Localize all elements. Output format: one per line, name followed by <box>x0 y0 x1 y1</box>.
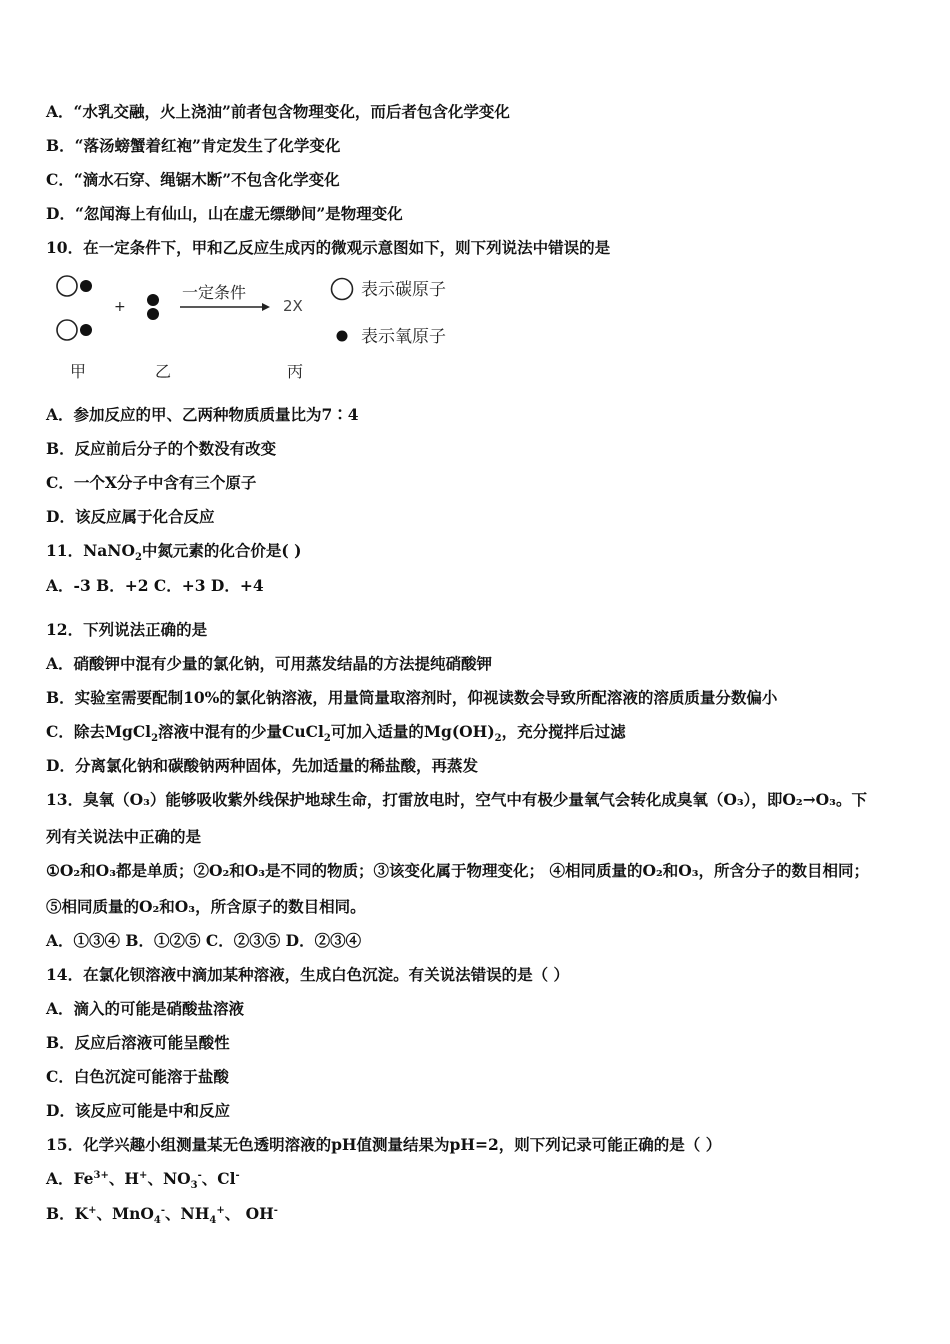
arrow-head-icon <box>262 303 270 311</box>
reaction-condition: 一定条件 <box>182 283 247 302</box>
q11-stem-text: 11．NaNO <box>46 541 135 560</box>
q12-c-text: 可加入适量的Mg(OH) <box>330 722 495 741</box>
q13-statements-line1: ①O₂和O₃都是单质；②O₂和O₃是不同的物质；③该变化属于物理变化； ④相同质量的O₂和O₃，所含分子的数目相同； <box>46 861 870 880</box>
q15-option-a <box>46 1169 240 1192</box>
q11-stem <box>46 541 302 564</box>
label-bing: 丙 <box>287 362 304 381</box>
legend-oxygen-text: 表示氧原子 <box>361 327 446 347</box>
superscript: + <box>139 1169 148 1181</box>
q15-b-text: 、NH <box>165 1204 210 1223</box>
carbon-atom-icon <box>57 320 77 340</box>
q14-option-b: B．反应后溶液可能呈酸性 <box>46 1033 230 1052</box>
legend-oxygen-icon <box>337 331 348 342</box>
q14-option-c: C．白色沉淀可能溶于盐酸 <box>46 1067 229 1086</box>
carbon-atom-icon <box>57 276 77 296</box>
label-jia: 甲 <box>70 362 87 381</box>
q9-option-b: B．“落汤螃蟹着红袍”肯定发生了化学变化 <box>46 136 341 155</box>
subscript: 4 <box>209 1215 217 1227</box>
legend-carbon-icon <box>332 279 353 300</box>
q15-b-text: 、 OH <box>224 1204 274 1223</box>
q15-a-text: 、Cl <box>201 1169 236 1188</box>
q13-options: A．①③④ B．①②⑤ C．②③⑤ D．②③④ <box>46 931 362 950</box>
legend-carbon-text: 表示碳原子 <box>361 280 446 300</box>
q12-option-c <box>46 722 626 745</box>
product-label: 2X <box>283 297 303 315</box>
q9-option-d: D．“忽闻海上有仙山，山在虚无缥缈间”是物理变化 <box>46 204 403 223</box>
subscript: 4 <box>153 1215 161 1227</box>
q13-statements-line2: ⑤相同质量的O₂和O₃，所含原子的数目相同。 <box>46 897 366 916</box>
q14-option-a: A．滴入的可能是硝酸盐溶液 <box>46 999 245 1018</box>
oxygen-atom-icon <box>147 294 159 306</box>
q11-options: A．-3 B．+2 C．+3 D．+4 <box>46 576 264 595</box>
plus-sign: + <box>114 299 126 315</box>
q12-option-b: B．实验室需要配制10%的氯化钠溶液，用量筒量取溶剂时，仰视读数会导致所配溶液的溶质质量分数偏小 <box>46 688 778 707</box>
molecule-o2 <box>147 294 159 320</box>
q10-stem: 10．在一定条件下，甲和乙反应生成丙的微观示意图如下，则下列说法中错误的是 <box>46 238 611 257</box>
q14-option-d: D．该反应可能是中和反应 <box>46 1101 230 1120</box>
q15-b-text: B．K <box>46 1204 89 1223</box>
oxygen-atom-icon <box>80 280 92 292</box>
molecule-co-2 <box>57 320 92 340</box>
q13-stem-line2: 列有关说法中正确的是 <box>46 827 202 846</box>
q10-option-a: A．参加反应的甲、乙两种物质质量比为7∶4 <box>46 405 359 424</box>
subscript: 2 <box>494 733 502 745</box>
reaction-diagram <box>40 262 500 387</box>
q13-stem-line1: 13．臭氧（O₃）能够吸收紫外线保护地球生命，打雷放电时，空气中有极少量氧气会转化成臭氧（O₃），即O₂→O₃。下 <box>46 790 867 809</box>
subscript: 3 <box>190 1180 198 1192</box>
oxygen-atom-icon <box>80 324 92 336</box>
subscript: 2 <box>134 552 142 564</box>
molecule-co-1 <box>57 276 92 296</box>
q12-c-text: ，充分搅拌后过滤 <box>501 722 626 741</box>
q14-stem: 14．在氯化钡溶液中滴加某种溶液，生成白色沉淀。有关说法错误的是（ ） <box>46 965 569 984</box>
q12-c-text: 溶液中混有的少量CuCl <box>158 722 324 741</box>
q15-a-text: A．Fe <box>46 1169 94 1188</box>
superscript: + <box>88 1204 97 1216</box>
subscript: 2 <box>151 733 159 745</box>
subscript: 2 <box>323 733 331 745</box>
q9-option-c: C．“滴水石穿、绳锯木断”不包含化学变化 <box>46 170 340 189</box>
q12-c-text: C．除去MgCl <box>46 722 152 741</box>
q12-stem: 12．下列说法正确的是 <box>46 620 208 639</box>
superscript: - <box>273 1204 278 1216</box>
q10-option-d: D．该反应属于化合反应 <box>46 507 215 526</box>
q15-option-b <box>46 1204 278 1227</box>
q10-option-c: C．一个X分子中含有三个原子 <box>46 473 257 492</box>
q12-option-d: D．分离氯化钠和碳酸钠两种固体，先加适量的稀盐酸，再蒸发 <box>46 756 478 775</box>
q9-option-a: A．“水乳交融，火上浇油”前者包含物理变化，而后者包含化学变化 <box>46 102 510 121</box>
label-yi: 乙 <box>155 362 172 381</box>
superscript: - <box>160 1204 166 1216</box>
q15-a-text: 、H <box>108 1169 140 1188</box>
q12-option-a: A．硝酸钾中混有少量的氯化钠，可用蒸发结晶的方法提纯硝酸钾 <box>46 654 493 673</box>
q10-option-b: B．反应前后分子的个数没有改变 <box>46 439 277 458</box>
q15-stem: 15．化学兴趣小组测量某无色透明溶液的pH值测量结果为pH=2，则下列记录可能正确的是（ ） <box>46 1135 722 1154</box>
q15-a-text: 、NO <box>147 1169 191 1188</box>
superscript: - <box>235 1169 240 1181</box>
superscript: - <box>197 1169 202 1181</box>
q15-b-text: 、MnO <box>96 1204 154 1223</box>
superscript: + <box>216 1204 225 1216</box>
oxygen-atom-icon <box>147 308 159 320</box>
superscript: 3+ <box>93 1169 109 1181</box>
q11-stem-text: 中氮元素的化合价是( ) <box>141 541 302 560</box>
